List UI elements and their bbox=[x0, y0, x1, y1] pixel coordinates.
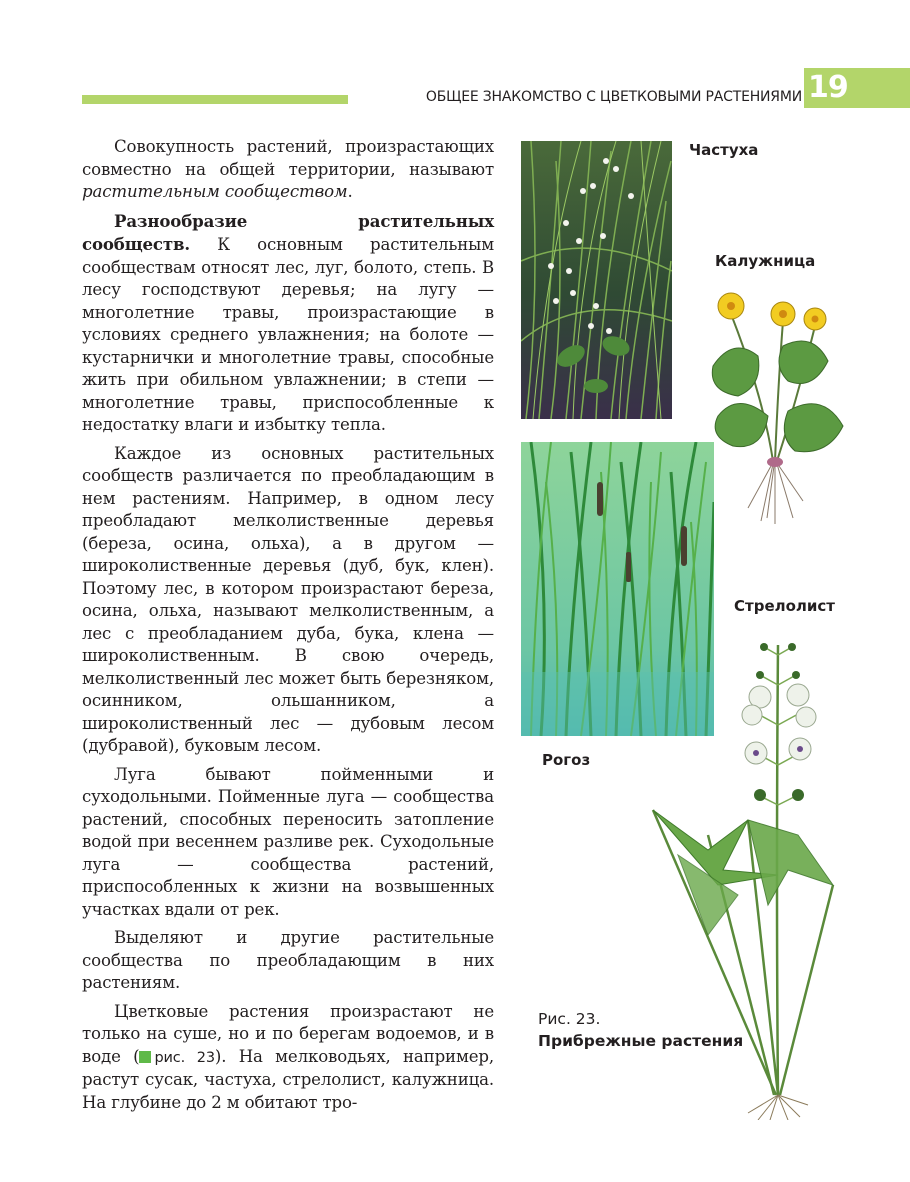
illustration-kaluzhnitsa bbox=[703, 286, 849, 526]
paragraph-1: Совокупность растений, произрастающих совместно на общей территории, называют растительным сообществом. bbox=[82, 137, 494, 201]
figure-ref-marker bbox=[139, 1051, 151, 1063]
label-strelolist: Стрелолист bbox=[734, 597, 835, 615]
label-chastukha: Частуха bbox=[689, 141, 759, 159]
figure-ref[interactable]: рис. 23 bbox=[154, 1049, 215, 1066]
running-header-title: ОБЩЕЕ ЗНАКОМСТВО С ЦВЕТКОВЫМИ РАСТЕНИЯМИ bbox=[425, 89, 802, 105]
section-heading: Разнообразие растительных сообществ. bbox=[82, 210, 494, 254]
body-text bbox=[82, 136, 494, 1114]
paragraph-5: Выделяют и другие растительные сообщества по преобладающим в них растениям. bbox=[82, 928, 494, 992]
term-plant-community: растительным сообществом bbox=[82, 182, 348, 201]
page-number: 19 bbox=[808, 70, 848, 105]
figure-caption-title: Прибрежные растения bbox=[538, 1032, 744, 1050]
label-kaluzhnitsa: Калужница bbox=[715, 252, 816, 270]
figure-caption-number: Рис. 23. bbox=[538, 1010, 601, 1028]
photo-chastukha bbox=[521, 141, 672, 419]
header-bar bbox=[82, 95, 348, 104]
paragraph-3: Каждое из основных растительных сообществ различается по преобладающим в нем растениям. Например, в одном лесу преобладают мелколиственные деревья (береза, осина, ольха), а в другом — широколиственные деревья (дуб, бук, клен). Поэтому лес, в котором произрастают береза, осина, ольха, называют мелколиственным, а лес с преобладанием дуба, бука, клена — широколиственным. В свою очередь, мелколиственный лес может быть березняком, осинником, ольшанником, а широколиственный лес — дубовым лесом (дубравой), буковым лесом. bbox=[82, 443, 494, 755]
paragraph-6: Цветковые растения произрастают не только на суше, но и по берегам водоемов, и в воде ( рис. 23). На мелководьях, например, растут сусак, частуха, стрелолист, калужница. На глубине до 2 м обитают тро- bbox=[82, 1001, 494, 1112]
paragraph-2: Разнообразие растительных сообществ. К основным растительным сообществам относят лес, луг, болото, степь. В лесу господствуют деревья; на лугу — многолетние травы, произрастающие в условиях среднего увлажнения; на болоте — кустарнички и многолетние травы, способные жить при обильном увлажнении; в степи — многолетние травы, приспособленные к недостатку влаги и избытку тепла. bbox=[82, 210, 494, 434]
label-rogoz: Рогоз bbox=[542, 751, 591, 769]
paragraph-4: Луга бывают пойменными и суходольными. Пойменные луга — сообщества растений, способных переносить затопление водой при весеннем разливе рек. Суходольные луга — сообщества растений, приспособленных к жизни на возвышенных участках вдали от рек. bbox=[82, 764, 494, 919]
